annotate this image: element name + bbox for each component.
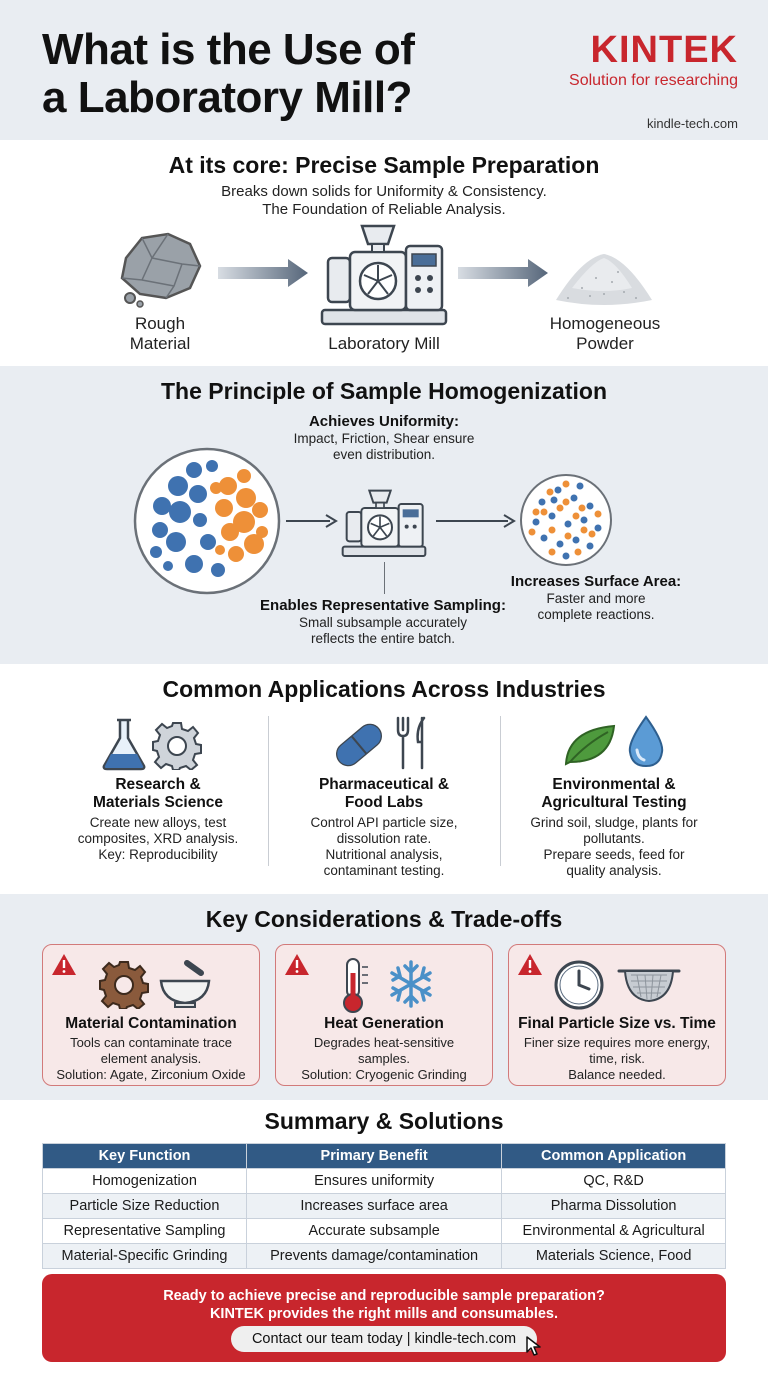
core-subtitle-1: Breaks down solids for Uniformity & Consistency. <box>221 183 547 200</box>
connector-line <box>384 562 385 594</box>
table-cell: Materials Science, Food <box>502 1244 726 1269</box>
clock-icon <box>553 959 605 1011</box>
cta-line-1: Ready to achieve precise and reproducible sample preparation? <box>163 1288 605 1304</box>
mortar-pestle-icon <box>157 959 213 1009</box>
table-cell: Representative Sampling <box>43 1219 247 1244</box>
table-cell: Ensures uniformity <box>247 1169 502 1194</box>
summary-title: Summary & Solutions <box>264 1108 504 1134</box>
core-section <box>0 140 768 366</box>
sieve-icon <box>617 963 681 1005</box>
table-cell: Environmental & Agricultural <box>502 1219 726 1244</box>
arrow-right-icon <box>286 514 338 528</box>
table-cell: Accurate subsample <box>247 1219 502 1244</box>
summary-section <box>0 1100 768 1376</box>
mouse-cursor-icon <box>526 1336 542 1356</box>
uniformity-note: Achieves Uniformity: Impact, Friction, Shear ensure even distribution. <box>293 413 475 462</box>
table-row <box>43 1194 726 1219</box>
table-row <box>43 1244 726 1269</box>
card-title: Final Particle Size vs. Time <box>518 1015 716 1032</box>
call-to-action-banner <box>42 1274 726 1362</box>
application-pharmaceutical: Pharmaceutical & Food Labs Control API particle size, dissolution rate. Nutritional analysis, contaminant testing. <box>310 776 458 878</box>
core-subtitle-2: The Foundation of Reliable Analysis. <box>262 201 506 218</box>
considerations-section <box>0 894 768 1100</box>
gear-icon <box>152 720 202 770</box>
consideration-card-contamination: Material Contamination Tools can contaminate trace element analysis. Solution: Agate, Zirconium Oxide <box>42 944 260 1086</box>
principle-title: The Principle of Sample Homogenization <box>161 378 607 404</box>
laboratory-mill-icon <box>340 488 428 560</box>
representative-sampling-note: Enables Representative Sampling: Small subsample accurately reflects the entire batch. <box>260 597 506 646</box>
site-url[interactable]: kindle-tech.com <box>646 116 738 131</box>
rock-icon <box>112 228 208 308</box>
table-cell: QC, R&D <box>502 1169 726 1194</box>
column-header: Primary Benefit <box>247 1144 502 1169</box>
laboratory-mill-icon <box>318 222 450 330</box>
consideration-card-particle-size: Final Particle Size vs. Time Finer size requires more energy, time, risk. Balance needed. <box>508 944 726 1086</box>
consideration-card-heat: Heat Generation Degrades heat-sensitive samples. Solution: Cryogenic Grinding <box>275 944 493 1086</box>
surface-area-note: Increases Surface Area: Faster and more complete reactions. <box>510 573 682 622</box>
homogeneous-particles-icon <box>518 472 614 568</box>
applications-section <box>0 664 768 894</box>
card-title: Material Contamination <box>65 1015 237 1032</box>
application-environmental: Environmental & Agricultural Testing Grind soil, sludge, plants for pollutants. Prepare seeds, feed for quality analysis. <box>530 776 698 878</box>
rough-material-label: Rough Material <box>129 314 191 353</box>
applications-title: Common Applications Across Industries <box>162 676 606 702</box>
table-row <box>43 1169 726 1194</box>
considerations-title: Key Considerations & Trade-offs <box>205 906 563 932</box>
principle-section <box>0 366 768 664</box>
table-cell: Prevents damage/contamination <box>247 1244 502 1269</box>
flask-icon <box>100 716 148 772</box>
header <box>0 0 768 140</box>
brand-name: KINTEK <box>590 29 738 71</box>
table-cell: Homogenization <box>43 1169 247 1194</box>
contact-button[interactable]: Contact our team today | kindle-tech.com <box>231 1326 537 1352</box>
table-cell: Pharma Dissolution <box>502 1194 726 1219</box>
thermometer-icon <box>338 957 372 1013</box>
column-header: Common Application <box>502 1144 726 1169</box>
rusty-gear-icon <box>99 959 149 1009</box>
summary-table <box>42 1143 726 1269</box>
homogeneous-powder-label: Homogeneous Powder <box>549 314 661 353</box>
water-drop-icon <box>626 714 666 770</box>
arrow-right-icon <box>218 258 310 288</box>
brand-tagline: Solution for researching <box>569 72 738 89</box>
core-title: At its core: Precise Sample Preparation <box>168 152 600 178</box>
powder-pile-icon <box>552 248 656 310</box>
table-cell: Material-Specific Grinding <box>43 1244 247 1269</box>
arrow-right-icon <box>436 514 516 528</box>
arrow-right-icon <box>458 258 550 288</box>
cta-line-2: KINTEK provides the right mills and consumables. <box>209 1306 559 1322</box>
table-cell: Increases surface area <box>247 1194 502 1219</box>
table-header-row <box>43 1144 726 1169</box>
snowflake-icon <box>386 959 436 1009</box>
fork-knife-icon <box>394 714 434 772</box>
column-header: Key Function <box>43 1144 247 1169</box>
page-title: What is the Use of a Laboratory Mill? <box>42 25 415 122</box>
application-research: Research & Materials Science Create new alloys, test composites, XRD analysis. Key: Reproducibility <box>77 776 239 862</box>
pill-capsule-icon <box>330 720 388 770</box>
brand-logo[interactable] <box>569 30 738 90</box>
card-title: Heat Generation <box>324 1015 444 1032</box>
table-row <box>43 1219 726 1244</box>
leaf-icon <box>562 722 618 768</box>
table-cell: Particle Size Reduction <box>43 1194 247 1219</box>
mixed-particles-icon <box>132 446 282 596</box>
laboratory-mill-label: Laboratory Mill <box>328 334 440 353</box>
